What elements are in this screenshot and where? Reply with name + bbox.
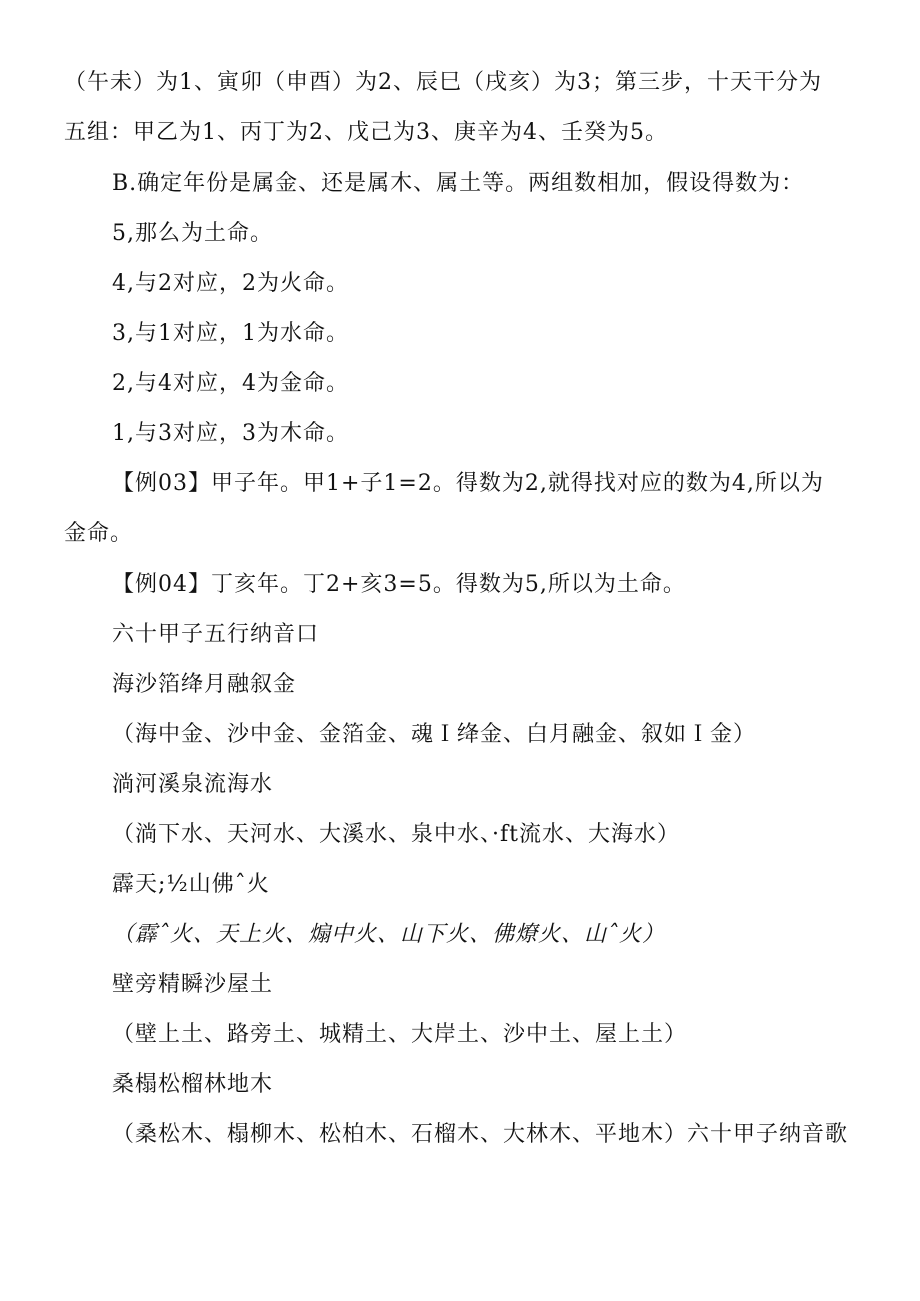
text-line: 2,与4对应，4为金命。: [112, 371, 349, 396]
text-line: 1,与3对应，3为木命。: [112, 421, 349, 446]
verse-explanation: （海中金、沙中金、金箔金、魂Ｉ绛金、白月融金、叙如Ｉ金）: [112, 722, 757, 747]
example-line: 【例04】丁亥年。丁2+亥3=5。得数为5,所以为土命。: [112, 572, 686, 597]
verse-line: 海沙箔绛月融叙金: [112, 672, 297, 697]
verse-line: 淌河溪泉流海水: [112, 772, 274, 797]
text-line: 5,那么为土命。: [112, 221, 273, 246]
text-line: B.确定年份是属金、还是属木、属土等。两组数相加，假设得数为：: [112, 171, 805, 196]
verse-line: 壁旁精瞬沙屋土: [112, 972, 274, 997]
text-line: （午未）为1、寅卯（申酉）为2、辰巳（戌亥）为3；第三步，十天干分为: [64, 70, 822, 95]
text-line: 金命。: [64, 521, 134, 546]
verse-line: 桑榻松榴林地木: [112, 1072, 274, 1097]
example-line: 【例03】甲子年。甲1+子1=2。得数为2,就得找对应的数为4,所以为: [112, 471, 824, 496]
verse-explanation: （淌下水、天河水、大溪水、泉中水、·ft流水、大海水）: [112, 822, 680, 847]
text-line: 五组：甲乙为1、丙丁为2、戊己为3、庚辛为4、壬癸为5。: [64, 120, 668, 145]
section-heading: 六十甲子五行纳音口: [112, 622, 320, 647]
verse-line: 霹天;½山佛ˆ火: [112, 872, 270, 897]
text-line: 3,与1对应，1为水命。: [112, 321, 349, 346]
text-line: 4,与2对应，2为火命。: [112, 271, 349, 296]
verse-explanation: （霹ˆ火、天上火、煽中火、山下火、佛燎火、山ˆ火）: [112, 922, 666, 947]
verse-explanation: （桑松木、榻柳木、松柏木、石榴木、大林木、平地木）六十甲子纳音歌: [112, 1122, 849, 1147]
verse-explanation: （壁上土、路旁土、城精土、大岸土、沙中土、屋上土）: [112, 1022, 688, 1047]
